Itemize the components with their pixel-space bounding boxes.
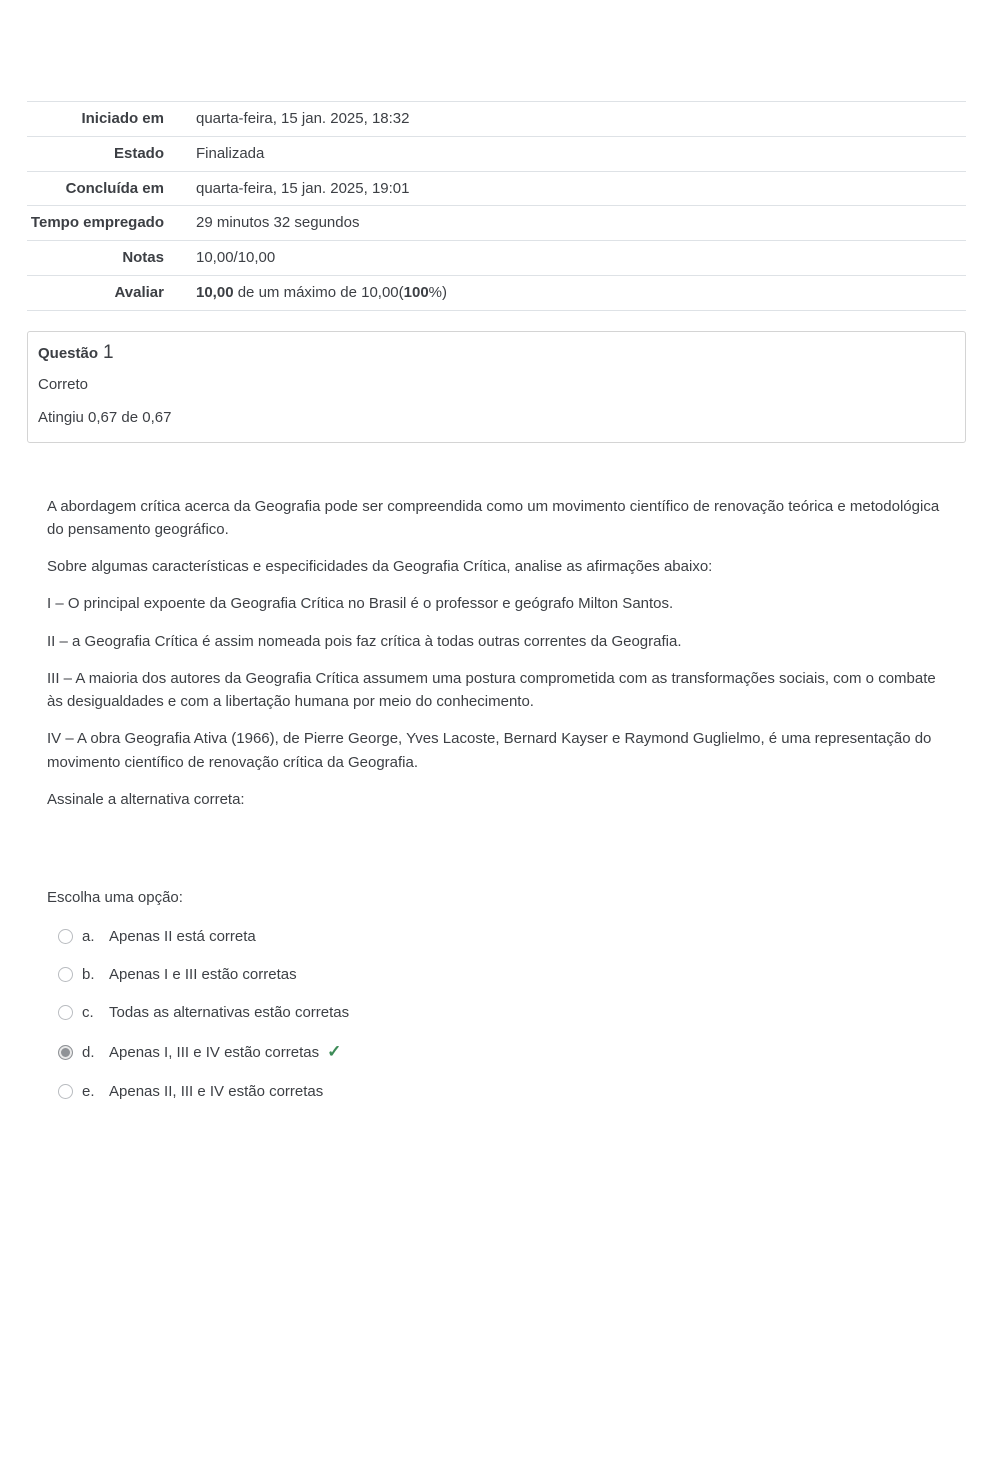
option-letter: d. — [82, 1043, 95, 1061]
radio-button[interactable] — [58, 1005, 73, 1020]
grade-percent-bold: 100 — [403, 283, 429, 301]
summary-label: Estado — [113, 144, 164, 162]
answer-option-c[interactable] — [58, 1004, 946, 1021]
summary-row-marks — [27, 240, 966, 275]
choose-option-label: Escolha uma opção: — [47, 889, 183, 906]
summary-row-grade — [27, 275, 966, 310]
option-letter: a. — [82, 928, 95, 945]
option-text: Apenas II está correta — [109, 928, 256, 945]
question-body — [47, 495, 946, 1101]
question-statement-4: IV – A obra Geografia Ativa (1966), de Pierre George, Yves Lacoste, Bernard Kayser e Raymond Guglielmo, é uma representação do movimento científico de renovação crítica da Geografia. — [47, 730, 932, 771]
summary-value: 10,00/10,00 — [196, 249, 276, 266]
radio-button[interactable] — [58, 967, 73, 982]
radio-button[interactable] — [58, 1084, 73, 1099]
answer-option-e[interactable] — [58, 1083, 946, 1100]
summary-label: Iniciado em — [81, 110, 164, 127]
summary-row-started — [27, 101, 966, 136]
summary-row-time-taken — [27, 205, 966, 240]
question-number: 1 — [103, 341, 114, 363]
answer-option-b[interactable] — [58, 966, 946, 983]
summary-row-state — [27, 136, 966, 171]
summary-label: Notas — [122, 249, 164, 266]
option-letter: b. — [82, 966, 95, 983]
option-text: Apenas II, III e IV estão corretas — [109, 1083, 324, 1100]
question-points: Atingiu 0,67 de 0,67 — [38, 408, 172, 426]
answer-option-a[interactable] — [58, 928, 946, 945]
summary-label: Concluída em — [65, 179, 164, 197]
summary-value: Finalizada — [196, 144, 265, 162]
radio-button[interactable] — [58, 1045, 73, 1060]
option-letter: e. — [82, 1083, 95, 1100]
grade-value-end: %) — [428, 283, 448, 301]
summary-label: Avaliar — [114, 283, 164, 301]
question-info-box — [27, 331, 966, 443]
question-paragraph: A abordagem crítica acerca da Geografia pode ser compreendida como um movimento científico de renovação teórica e metodológica do pensamento geográfico. — [47, 497, 940, 538]
answer-options — [58, 928, 946, 1100]
option-letter: c. — [82, 1004, 94, 1021]
question-label: Questão — [38, 344, 99, 362]
question-statement-2: II – a Geografia Crítica é assim nomeada pois faz crítica à todas outras correntes da Geografia. — [47, 632, 682, 650]
radio-button[interactable] — [58, 929, 73, 944]
option-text: Apenas I, III e IV estão corretas — [109, 1043, 320, 1061]
summary-grade-value — [180, 282, 966, 304]
summary-value: 29 minutos 32 segundos — [196, 214, 360, 232]
attempt-summary-table — [27, 101, 966, 311]
question-title — [38, 342, 955, 364]
question-paragraph: Sobre algumas características e especificidades da Geografia Crítica, analise as afirmações abaixo: — [47, 558, 713, 575]
question-statement-3: III – A maioria dos autores da Geografia Crítica assumem uma postura comprometida com as transformações sociais, com o combate às desigualdades e com a libertação humana por meio do conhecimento. — [47, 669, 936, 710]
question-prompt: Assinale a alternativa correta: — [47, 790, 245, 808]
option-text: Apenas I e III estão corretas — [109, 966, 297, 983]
grade-value-text: de um máximo de 10,00( — [233, 283, 404, 301]
summary-label: Tempo empregado — [30, 214, 164, 232]
answer-option-d[interactable] — [58, 1042, 946, 1062]
summary-row-completed — [27, 171, 966, 206]
summary-value: quarta-feira, 15 jan. 2025, 18:32 — [196, 110, 410, 127]
grade-value-bold: 10,00 — [196, 283, 234, 301]
question-statement-1: I – O principal expoente da Geografia Crítica no Brasil é o professor e geógrafo Milton Santos. — [47, 595, 674, 613]
option-text: Todas as alternativas estão corretas — [109, 1004, 350, 1021]
question-status: Correto — [38, 375, 89, 393]
correct-check-icon: ✓ — [327, 1042, 342, 1061]
summary-value: quarta-feira, 15 jan. 2025, 19:01 — [196, 179, 410, 197]
